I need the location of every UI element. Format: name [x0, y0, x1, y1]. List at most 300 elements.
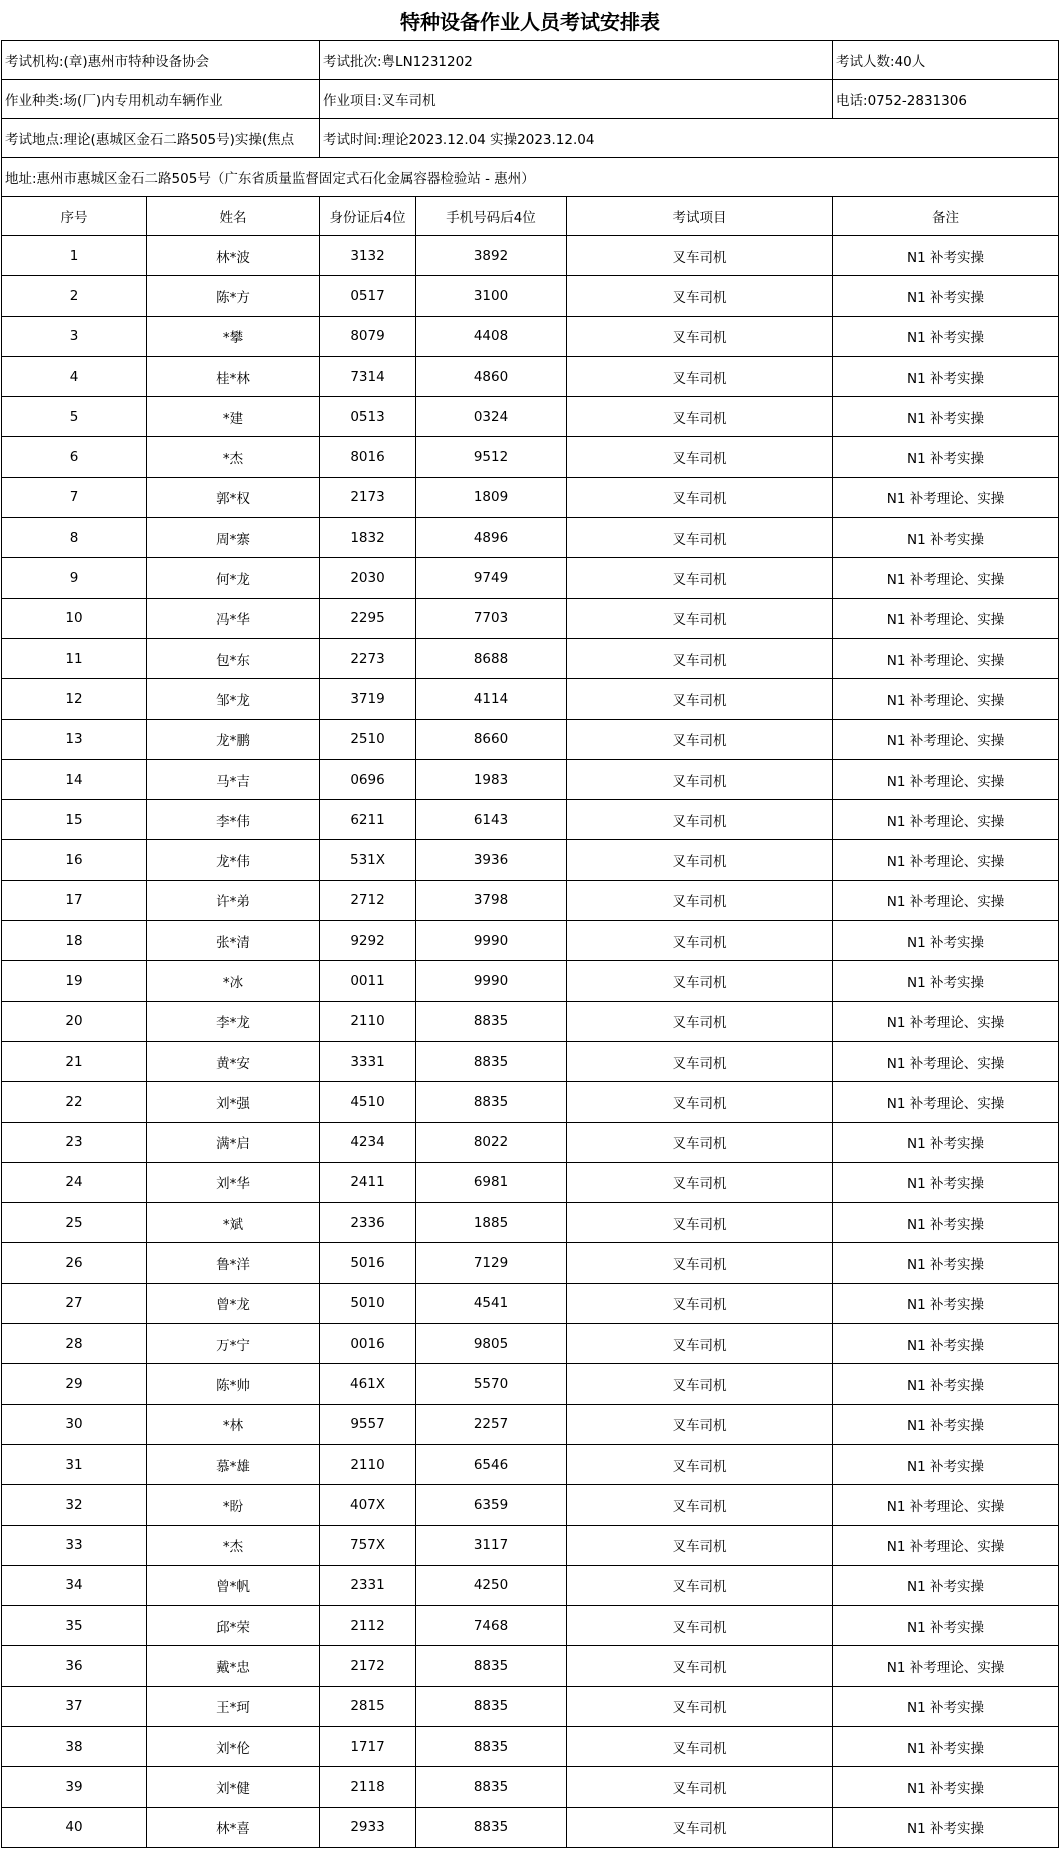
- cell-exam-item: 叉车司机: [567, 356, 833, 396]
- cell-exam-item: 叉车司机: [567, 1444, 833, 1484]
- cell-name: 邹*龙: [147, 679, 320, 719]
- cell-name: 林*喜: [147, 1807, 320, 1847]
- cell-exam-item: 叉车司机: [567, 1082, 833, 1122]
- cell-remark: N1 补考理论、实操: [833, 880, 1059, 920]
- table-row: [2, 1485, 1059, 1525]
- cell-id-last4: 1717: [320, 1726, 416, 1766]
- cell-id-last4: 2110: [320, 1444, 416, 1484]
- table-row: [2, 1203, 1059, 1243]
- table-row: [2, 236, 1059, 276]
- cell-id-last4: 2173: [320, 477, 416, 517]
- table-row: [2, 1001, 1059, 1041]
- table-row: [2, 1726, 1059, 1766]
- table-row: [2, 759, 1059, 799]
- cell-name: *冰: [147, 961, 320, 1001]
- cell-name: 刘*华: [147, 1162, 320, 1202]
- exam-schedule-table: [1, 40, 1059, 1848]
- table-row: [2, 1082, 1059, 1122]
- cell-phone-last4: 8660: [416, 719, 567, 759]
- cell-remark: N1 补考理论、实操: [833, 1485, 1059, 1525]
- cell-name: *林: [147, 1404, 320, 1444]
- cell-remark: N1 补考实操: [833, 356, 1059, 396]
- cell-name: *斌: [147, 1203, 320, 1243]
- cell-name: 周*寨: [147, 518, 320, 558]
- table-row: [2, 880, 1059, 920]
- cell-name: *杰: [147, 1525, 320, 1565]
- cell-name: 陈*帅: [147, 1364, 320, 1404]
- cell-id-last4: 5016: [320, 1243, 416, 1283]
- cell-exam-item: 叉车司机: [567, 961, 833, 1001]
- cell-name: 慕*雄: [147, 1444, 320, 1484]
- cell-remark: N1 补考实操: [833, 1807, 1059, 1847]
- cell-exam-item: 叉车司机: [567, 1001, 833, 1041]
- cell-phone-last4: 9749: [416, 558, 567, 598]
- cell-phone-last4: 1809: [416, 477, 567, 517]
- cell-phone-last4: 8835: [416, 1686, 567, 1726]
- cell-id-last4: 3132: [320, 236, 416, 276]
- cell-name: 刘*健: [147, 1767, 320, 1807]
- cell-id-last4: 2273: [320, 638, 416, 678]
- cell-phone-last4: 3100: [416, 276, 567, 316]
- cell-phone-last4: 4541: [416, 1283, 567, 1323]
- cell-remark: N1 补考实操: [833, 1686, 1059, 1726]
- cell-phone-last4: 7468: [416, 1606, 567, 1646]
- table-row: [2, 397, 1059, 437]
- cell-phone-last4: 8835: [416, 1646, 567, 1686]
- cell-id-last4: 3331: [320, 1041, 416, 1081]
- table-row: [2, 1565, 1059, 1605]
- cell-remark: N1 补考实操: [833, 1364, 1059, 1404]
- table-row: [2, 1324, 1059, 1364]
- cell-id-last4: 2933: [320, 1807, 416, 1847]
- cell-id-last4: 2411: [320, 1162, 416, 1202]
- cell-index: 24: [2, 1162, 147, 1202]
- table-row: [2, 1444, 1059, 1484]
- cell-exam-item: 叉车司机: [567, 1243, 833, 1283]
- cell-phone-last4: 8835: [416, 1767, 567, 1807]
- exam-batch: 考试批次:粤LN1231202: [320, 41, 833, 80]
- cell-id-last4: 9292: [320, 921, 416, 961]
- cell-index: 8: [2, 518, 147, 558]
- cell-phone-last4: 4860: [416, 356, 567, 396]
- cell-phone-last4: 1885: [416, 1203, 567, 1243]
- exam-org: 考试机构:(章)惠州市特种设备协会: [2, 41, 320, 80]
- cell-index: 36: [2, 1646, 147, 1686]
- cell-name: 刘*强: [147, 1082, 320, 1122]
- cell-exam-item: 叉车司机: [567, 1485, 833, 1525]
- cell-index: 39: [2, 1767, 147, 1807]
- cell-phone-last4: 8688: [416, 638, 567, 678]
- info-row-3: [2, 119, 1059, 158]
- table-row: [2, 1243, 1059, 1283]
- cell-id-last4: 2331: [320, 1565, 416, 1605]
- cell-exam-item: 叉车司机: [567, 1404, 833, 1444]
- cell-index: 34: [2, 1565, 147, 1605]
- cell-exam-item: 叉车司机: [567, 437, 833, 477]
- table-row: [2, 921, 1059, 961]
- table-header-row: [2, 197, 1059, 236]
- cell-index: 40: [2, 1807, 147, 1847]
- cell-name: 马*吉: [147, 759, 320, 799]
- cell-name: 曾*龙: [147, 1283, 320, 1323]
- table-row: [2, 1807, 1059, 1847]
- cell-index: 25: [2, 1203, 147, 1243]
- cell-exam-item: 叉车司机: [567, 1162, 833, 1202]
- cell-exam-item: 叉车司机: [567, 316, 833, 356]
- cell-name: 王*珂: [147, 1686, 320, 1726]
- table-row: [2, 679, 1059, 719]
- cell-exam-item: 叉车司机: [567, 397, 833, 437]
- cell-name: 龙*伟: [147, 840, 320, 880]
- cell-phone-last4: 4250: [416, 1565, 567, 1605]
- cell-remark: N1 补考理论、实操: [833, 1646, 1059, 1686]
- cell-id-last4: 8016: [320, 437, 416, 477]
- cell-remark: N1 补考实操: [833, 1444, 1059, 1484]
- cell-id-last4: 2295: [320, 598, 416, 638]
- cell-exam-item: 叉车司机: [567, 1606, 833, 1646]
- cell-remark: N1 补考实操: [833, 236, 1059, 276]
- exam-address: 地址:惠州市惠城区金石二路505号（广东省质量监督固定式石化金属容器检验站 - 惠州）: [2, 158, 1059, 197]
- cell-name: 包*东: [147, 638, 320, 678]
- cell-remark: N1 补考实操: [833, 1243, 1059, 1283]
- cell-phone-last4: 9512: [416, 437, 567, 477]
- table-row: [2, 1283, 1059, 1323]
- cell-id-last4: 2712: [320, 880, 416, 920]
- cell-id-last4: 5010: [320, 1283, 416, 1323]
- cell-index: 19: [2, 961, 147, 1001]
- cell-name: 冯*华: [147, 598, 320, 638]
- cell-id-last4: 6211: [320, 800, 416, 840]
- table-row: [2, 518, 1059, 558]
- cell-phone-last4: 4114: [416, 679, 567, 719]
- cell-name: 满*启: [147, 1122, 320, 1162]
- cell-exam-item: 叉车司机: [567, 1324, 833, 1364]
- cell-phone-last4: 7703: [416, 598, 567, 638]
- cell-name: 陈*方: [147, 276, 320, 316]
- table-row: [2, 1646, 1059, 1686]
- cell-exam-item: 叉车司机: [567, 598, 833, 638]
- cell-id-last4: 4510: [320, 1082, 416, 1122]
- cell-id-last4: 0517: [320, 276, 416, 316]
- cell-name: 许*弟: [147, 880, 320, 920]
- cell-name: 桂*林: [147, 356, 320, 396]
- cell-remark: N1 补考实操: [833, 397, 1059, 437]
- cell-exam-item: 叉车司机: [567, 236, 833, 276]
- cell-remark: N1 补考理论、实操: [833, 679, 1059, 719]
- cell-index: 21: [2, 1041, 147, 1081]
- cell-phone-last4: 5570: [416, 1364, 567, 1404]
- cell-exam-item: 叉车司机: [567, 518, 833, 558]
- cell-exam-item: 叉车司机: [567, 1686, 833, 1726]
- cell-index: 32: [2, 1485, 147, 1525]
- cell-name: 刘*伦: [147, 1726, 320, 1766]
- cell-exam-item: 叉车司机: [567, 1565, 833, 1605]
- cell-remark: N1 补考理论、实操: [833, 1082, 1059, 1122]
- cell-remark: N1 补考理论、实操: [833, 1001, 1059, 1041]
- cell-exam-item: 叉车司机: [567, 840, 833, 880]
- cell-phone-last4: 2257: [416, 1404, 567, 1444]
- cell-phone-last4: 7129: [416, 1243, 567, 1283]
- header-phone-last4: 手机号码后4位: [416, 197, 567, 236]
- cell-remark: N1 补考实操: [833, 1565, 1059, 1605]
- cell-name: 李*伟: [147, 800, 320, 840]
- cell-name: *杰: [147, 437, 320, 477]
- cell-remark: N1 补考理论、实操: [833, 1525, 1059, 1565]
- cell-remark: N1 补考实操: [833, 316, 1059, 356]
- cell-remark: N1 补考实操: [833, 1404, 1059, 1444]
- cell-index: 35: [2, 1606, 147, 1646]
- cell-remark: N1 补考实操: [833, 1203, 1059, 1243]
- cell-remark: N1 补考理论、实操: [833, 759, 1059, 799]
- cell-name: 戴*忠: [147, 1646, 320, 1686]
- cell-index: 15: [2, 800, 147, 840]
- cell-phone-last4: 8835: [416, 1082, 567, 1122]
- cell-id-last4: 0011: [320, 961, 416, 1001]
- cell-exam-item: 叉车司机: [567, 1041, 833, 1081]
- cell-index: 30: [2, 1404, 147, 1444]
- cell-exam-item: 叉车司机: [567, 1807, 833, 1847]
- cell-phone-last4: 6143: [416, 800, 567, 840]
- table-row: [2, 719, 1059, 759]
- table-row: [2, 800, 1059, 840]
- table-row: [2, 840, 1059, 880]
- cell-remark: N1 补考实操: [833, 1122, 1059, 1162]
- cell-id-last4: 9557: [320, 1404, 416, 1444]
- cell-index: 3: [2, 316, 147, 356]
- cell-remark: N1 补考实操: [833, 437, 1059, 477]
- cell-id-last4: 4234: [320, 1122, 416, 1162]
- header-id-last4: 身份证后4位: [320, 197, 416, 236]
- cell-phone-last4: 9990: [416, 961, 567, 1001]
- cell-phone-last4: 3798: [416, 880, 567, 920]
- table-row: [2, 477, 1059, 517]
- table-row: [2, 1606, 1059, 1646]
- header-exam-item: 考试项目: [567, 197, 833, 236]
- cell-index: 1: [2, 236, 147, 276]
- cell-index: 5: [2, 397, 147, 437]
- table-row: [2, 1404, 1059, 1444]
- table-row: [2, 1364, 1059, 1404]
- cell-index: 20: [2, 1001, 147, 1041]
- cell-remark: N1 补考实操: [833, 921, 1059, 961]
- info-row-1: [2, 41, 1059, 80]
- cell-remark: N1 补考理论、实操: [833, 800, 1059, 840]
- header-index: 序号: [2, 197, 147, 236]
- cell-id-last4: 3719: [320, 679, 416, 719]
- cell-exam-item: 叉车司机: [567, 719, 833, 759]
- cell-phone-last4: 4408: [416, 316, 567, 356]
- table-row: [2, 1122, 1059, 1162]
- cell-name: 李*龙: [147, 1001, 320, 1041]
- cell-remark: N1 补考理论、实操: [833, 1041, 1059, 1081]
- table-row: [2, 558, 1059, 598]
- cell-name: *盼: [147, 1485, 320, 1525]
- cell-index: 7: [2, 477, 147, 517]
- cell-index: 11: [2, 638, 147, 678]
- table-row: [2, 961, 1059, 1001]
- cell-remark: N1 补考实操: [833, 1767, 1059, 1807]
- cell-index: 31: [2, 1444, 147, 1484]
- cell-exam-item: 叉车司机: [567, 921, 833, 961]
- table-row: [2, 1686, 1059, 1726]
- cell-id-last4: 7314: [320, 356, 416, 396]
- work-category: 作业种类:场(厂)内专用机动车辆作业: [2, 80, 320, 119]
- cell-phone-last4: 3936: [416, 840, 567, 880]
- table-row: [2, 316, 1059, 356]
- table-row: [2, 598, 1059, 638]
- table-row: [2, 1767, 1059, 1807]
- table-row: [2, 1525, 1059, 1565]
- cell-index: 23: [2, 1122, 147, 1162]
- cell-id-last4: 0696: [320, 759, 416, 799]
- cell-remark: N1 补考实操: [833, 518, 1059, 558]
- cell-phone-last4: 6359: [416, 1485, 567, 1525]
- exam-location: 考试地点:理论(惠城区金石二路505号)实操(焦点: [2, 119, 320, 158]
- cell-id-last4: 757X: [320, 1525, 416, 1565]
- cell-exam-item: 叉车司机: [567, 1525, 833, 1565]
- table-row: [2, 1041, 1059, 1081]
- cell-index: 33: [2, 1525, 147, 1565]
- header-remark: 备注: [833, 197, 1059, 236]
- table-row: [2, 437, 1059, 477]
- cell-remark: N1 补考理论、实操: [833, 598, 1059, 638]
- cell-id-last4: 531X: [320, 840, 416, 880]
- cell-id-last4: 2172: [320, 1646, 416, 1686]
- cell-index: 12: [2, 679, 147, 719]
- cell-exam-item: 叉车司机: [567, 1646, 833, 1686]
- cell-phone-last4: 9990: [416, 921, 567, 961]
- cell-index: 14: [2, 759, 147, 799]
- info-row-4: [2, 158, 1059, 197]
- cell-index: 38: [2, 1726, 147, 1766]
- cell-id-last4: 8079: [320, 316, 416, 356]
- cell-exam-item: 叉车司机: [567, 1364, 833, 1404]
- cell-name: *建: [147, 397, 320, 437]
- cell-remark: N1 补考理论、实操: [833, 719, 1059, 759]
- cell-id-last4: 2030: [320, 558, 416, 598]
- cell-index: 28: [2, 1324, 147, 1364]
- cell-id-last4: 461X: [320, 1364, 416, 1404]
- cell-index: 22: [2, 1082, 147, 1122]
- cell-phone-last4: 8022: [416, 1122, 567, 1162]
- cell-id-last4: 1832: [320, 518, 416, 558]
- cell-name: 郭*权: [147, 477, 320, 517]
- cell-name: 黄*安: [147, 1041, 320, 1081]
- info-row-2: [2, 80, 1059, 119]
- cell-remark: N1 补考实操: [833, 1606, 1059, 1646]
- cell-phone-last4: 0324: [416, 397, 567, 437]
- header-name: 姓名: [147, 197, 320, 236]
- work-project: 作业项目:叉车司机: [320, 80, 833, 119]
- cell-index: 16: [2, 840, 147, 880]
- cell-name: 曾*帆: [147, 1565, 320, 1605]
- cell-exam-item: 叉车司机: [567, 477, 833, 517]
- cell-index: 17: [2, 880, 147, 920]
- cell-name: 龙*鹏: [147, 719, 320, 759]
- cell-index: 10: [2, 598, 147, 638]
- cell-phone-last4: 8835: [416, 1001, 567, 1041]
- exam-count: 考试人数:40人: [833, 41, 1059, 80]
- cell-id-last4: 2336: [320, 1203, 416, 1243]
- cell-remark: N1 补考实操: [833, 961, 1059, 1001]
- cell-remark: N1 补考实操: [833, 1162, 1059, 1202]
- cell-remark: N1 补考实操: [833, 1324, 1059, 1364]
- cell-phone-last4: 1983: [416, 759, 567, 799]
- cell-remark: N1 补考实操: [833, 1726, 1059, 1766]
- cell-index: 6: [2, 437, 147, 477]
- table-row: [2, 276, 1059, 316]
- cell-exam-item: 叉车司机: [567, 638, 833, 678]
- cell-name: *攀: [147, 316, 320, 356]
- cell-exam-item: 叉车司机: [567, 759, 833, 799]
- cell-name: 张*清: [147, 921, 320, 961]
- cell-remark: N1 补考实操: [833, 1283, 1059, 1323]
- cell-phone-last4: 8835: [416, 1807, 567, 1847]
- cell-exam-item: 叉车司机: [567, 276, 833, 316]
- table-row: [2, 356, 1059, 396]
- cell-remark: N1 补考理论、实操: [833, 840, 1059, 880]
- cell-id-last4: 407X: [320, 1485, 416, 1525]
- cell-index: 4: [2, 356, 147, 396]
- cell-phone-last4: 8835: [416, 1041, 567, 1081]
- cell-exam-item: 叉车司机: [567, 1122, 833, 1162]
- cell-phone-last4: 6546: [416, 1444, 567, 1484]
- cell-id-last4: 2510: [320, 719, 416, 759]
- cell-index: 9: [2, 558, 147, 598]
- cell-exam-item: 叉车司机: [567, 558, 833, 598]
- contact-phone: 电话:0752-2831306: [833, 80, 1059, 119]
- cell-exam-item: 叉车司机: [567, 800, 833, 840]
- cell-remark: N1 补考理论、实操: [833, 558, 1059, 598]
- cell-index: 26: [2, 1243, 147, 1283]
- cell-name: 林*波: [147, 236, 320, 276]
- cell-index: 13: [2, 719, 147, 759]
- cell-exam-item: 叉车司机: [567, 1767, 833, 1807]
- table-row: [2, 1162, 1059, 1202]
- cell-exam-item: 叉车司机: [567, 1726, 833, 1766]
- cell-exam-item: 叉车司机: [567, 679, 833, 719]
- cell-id-last4: 2112: [320, 1606, 416, 1646]
- cell-index: 29: [2, 1364, 147, 1404]
- cell-id-last4: 2118: [320, 1767, 416, 1807]
- cell-index: 18: [2, 921, 147, 961]
- cell-phone-last4: 4896: [416, 518, 567, 558]
- cell-phone-last4: 9805: [416, 1324, 567, 1364]
- exam-time: 考试时间:理论2023.12.04 实操2023.12.04: [320, 119, 1059, 158]
- cell-phone-last4: 3892: [416, 236, 567, 276]
- cell-index: 37: [2, 1686, 147, 1726]
- cell-id-last4: 0513: [320, 397, 416, 437]
- cell-remark: N1 补考理论、实操: [833, 477, 1059, 517]
- page-title: 特种设备作业人员考试安排表: [400, 10, 660, 34]
- cell-name: 万*宁: [147, 1324, 320, 1364]
- cell-id-last4: 0016: [320, 1324, 416, 1364]
- cell-phone-last4: 3117: [416, 1525, 567, 1565]
- cell-remark: N1 补考理论、实操: [833, 638, 1059, 678]
- cell-name: 何*龙: [147, 558, 320, 598]
- cell-remark: N1 补考实操: [833, 276, 1059, 316]
- cell-phone-last4: 8835: [416, 1726, 567, 1766]
- cell-index: 2: [2, 276, 147, 316]
- cell-name: 鲁*洋: [147, 1243, 320, 1283]
- table-row: [2, 638, 1059, 678]
- cell-id-last4: 2815: [320, 1686, 416, 1726]
- cell-id-last4: 2110: [320, 1001, 416, 1041]
- cell-exam-item: 叉车司机: [567, 1203, 833, 1243]
- cell-exam-item: 叉车司机: [567, 880, 833, 920]
- cell-index: 27: [2, 1283, 147, 1323]
- cell-name: 邱*荣: [147, 1606, 320, 1646]
